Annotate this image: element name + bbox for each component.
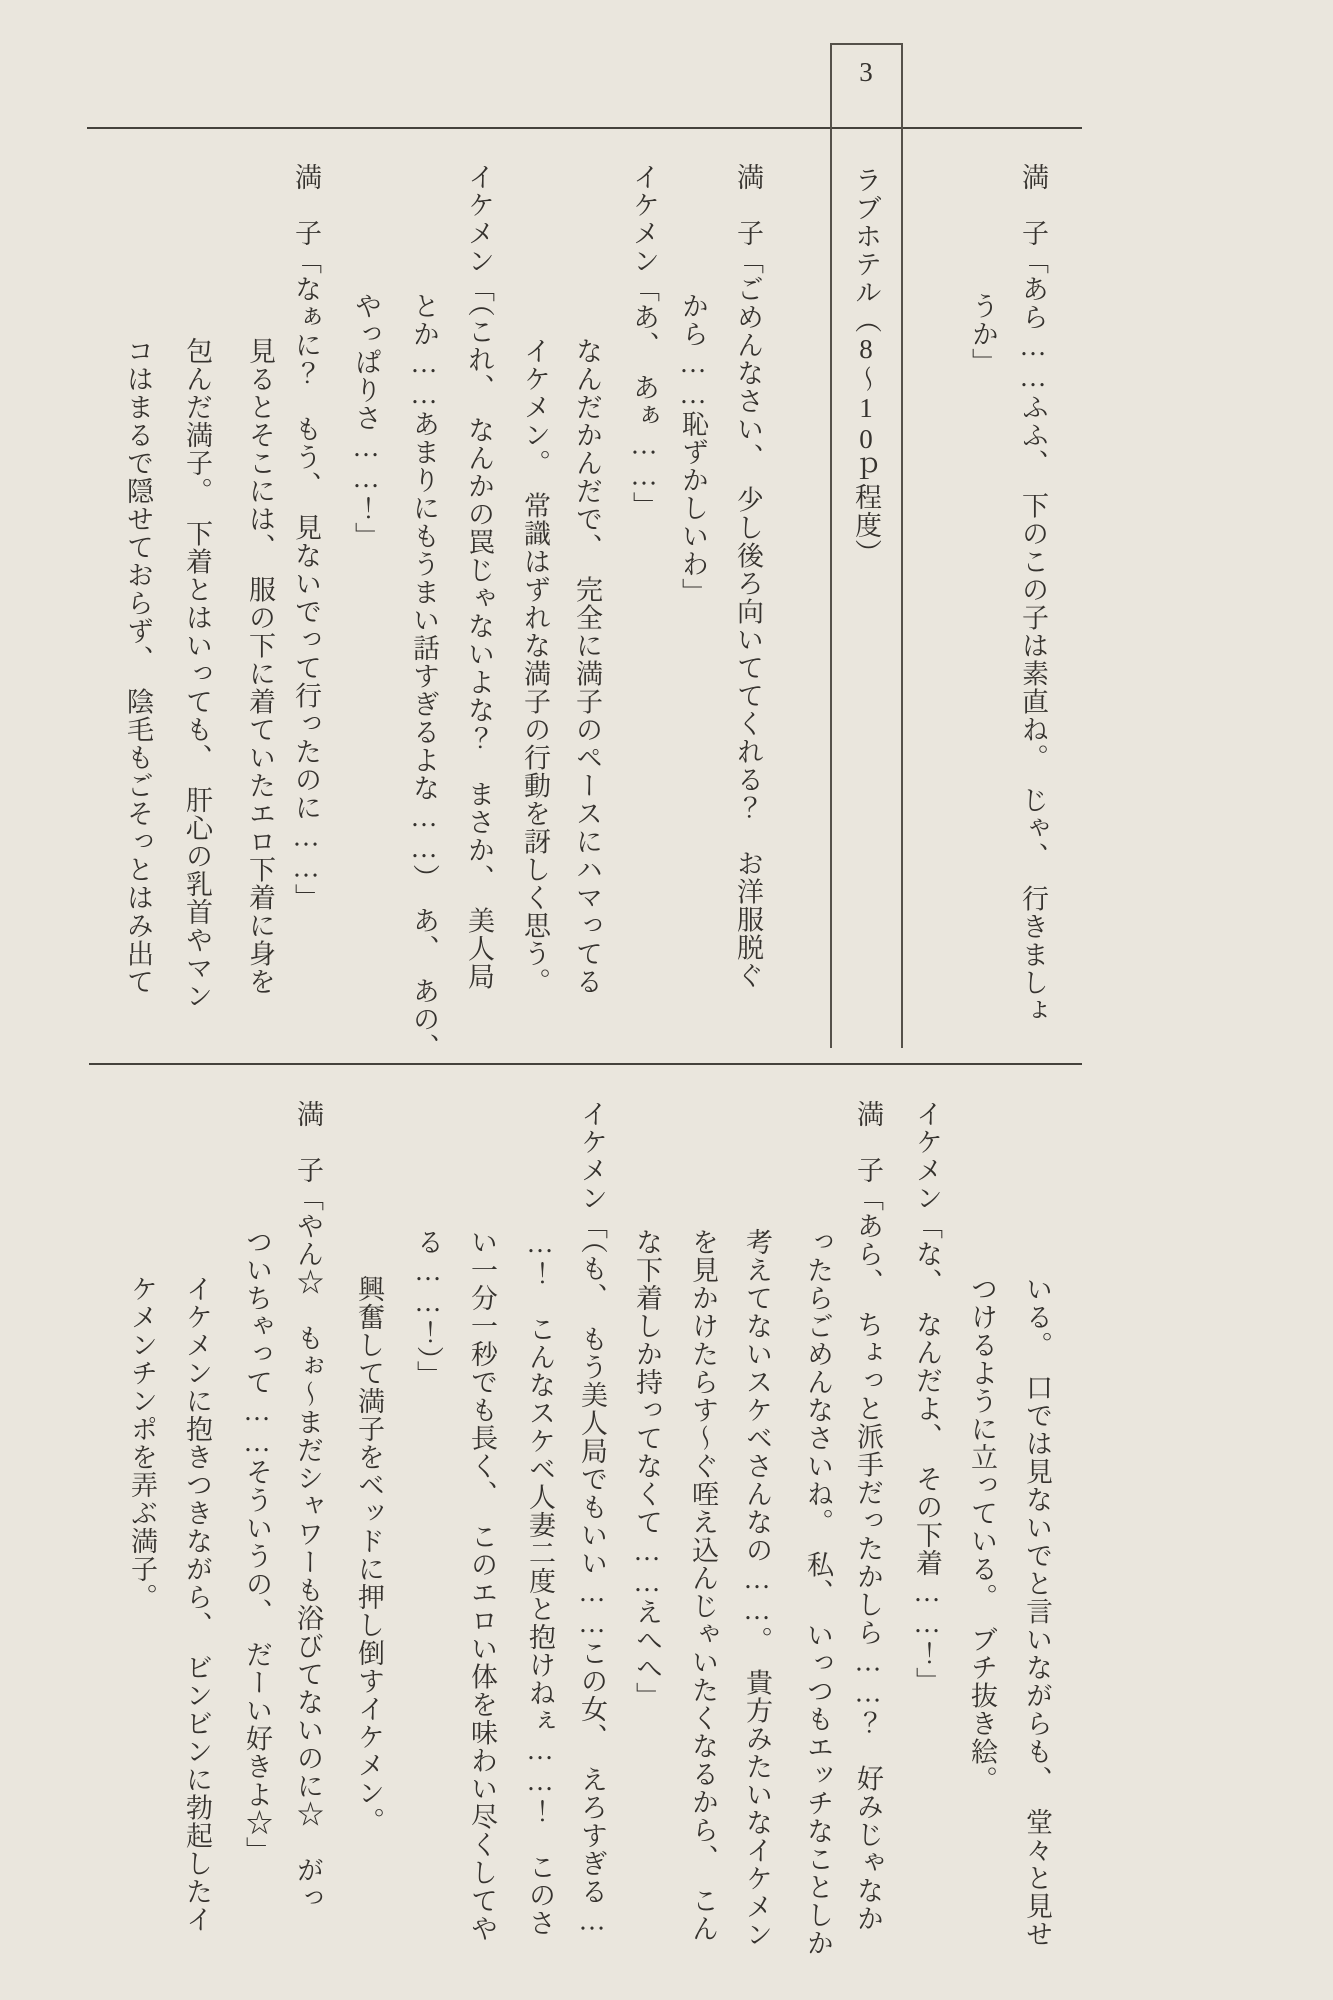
dialogue-line: 満 子「ごめんなさい、 少し後ろ向いててくれる？ お洋服脱ぐ	[733, 163, 763, 990]
narration-line: コはまるで隠せておらず、 陰毛もごそっとはみ出て	[123, 337, 153, 996]
dialogue-line: 満 子「やん☆ もぉ～まだシャワーも浴びてないのに☆ がっ	[293, 1100, 323, 1912]
top-rule	[87, 127, 1082, 129]
dialogue-continuation: る……！）」	[413, 1228, 443, 1389]
narration-line: 見るとそこには、 服の下に着ていたエロ下着に身を	[245, 337, 275, 996]
narration-line: つけるように立っている。 ブチ抜き絵。	[967, 1275, 997, 1794]
page-number-box-top	[830, 43, 903, 45]
narration-line: イケメン。 常識はずれな満子の行動を訝しく思う。	[520, 337, 550, 996]
narration-line: 興奮して満子をベッドに押し倒すイケメン。	[354, 1275, 384, 1835]
dialogue-continuation: やっぱりさ……！」	[351, 292, 381, 550]
scene-heading: ラブホテル（8～10ｐ程度）	[851, 166, 881, 567]
dialogue-line: 満 子「あら、 ちょっと派手だったかしら……？ 好みじゃなか	[853, 1100, 883, 1933]
narration-line: いる。 口では見ないでと言いながらも、 堂々と見せ	[1022, 1275, 1052, 1948]
dialogue-line: イケメン「あ、 あぁ……」	[629, 163, 659, 520]
dialogue-continuation: な下着しか持ってなくて……えへへ」	[632, 1228, 662, 1710]
dialogue-continuation: い一分一秒でも長く、 このエロい体を味わい尽くしてや	[467, 1228, 497, 1943]
dialogue-continuation: とか……あまりにもうまい話すぎるよな……） あ、 あの、	[409, 292, 439, 1061]
dialogue-continuation: うか」	[968, 292, 998, 376]
dialogue-line: 満 子「なぁに？ もう、 見ないでって行ったのに……」	[291, 163, 321, 912]
narration-line: 包んだ満子。 下着とはいっても、 肝心の乳首やマン	[182, 337, 212, 1010]
dialogue-continuation: ついちゃって……そういうの、 だーい好きよ☆」	[242, 1228, 272, 1865]
dialogue-continuation: ったらごめんなさいね。 私、 いっつもエッチなことしか	[803, 1228, 833, 1957]
section-divider-rule	[89, 1063, 1082, 1065]
dialogue-line: イケメン「（も、 もう美人局でもいい……この女、 えろすぎる…	[577, 1100, 607, 1937]
dialogue-line: イケメン「（これ、 なんかの罠じゃないよな？ まさか、 美人局	[464, 163, 494, 991]
narration-line: なんだかんだで、 完全に満子のペースにハマってる	[572, 337, 602, 996]
narration-line: ケメンチンポを弄ぶ満子。	[127, 1275, 157, 1611]
dialogue-line: 満 子「あら……ふふ、 下のこの子は素直ね。 じゃ、 行きましょ	[1018, 163, 1048, 1025]
dialogue-continuation: を見かけたらす～ぐ咥え込んじゃいたくなるから、 こん	[688, 1228, 718, 1943]
dialogue-continuation: から……恥ずかしいわ」	[678, 292, 708, 606]
dialogue-line: イケメン「な、 なんだよ、 その下着……！」	[912, 1100, 942, 1695]
dialogue-continuation: …！ こんなスケベ人妻二度と抱けねぇ……！ このさ	[525, 1228, 555, 1937]
page-number: 3	[859, 57, 873, 87]
page-number-box-left	[830, 43, 832, 1048]
dialogue-continuation: 考えてないスケベさんなの……。 貴方みたいなイケメン	[742, 1228, 772, 1949]
narration-line: イケメンに抱きつきながら、 ビンビンに勃起したイ	[182, 1275, 212, 1934]
page-number-box-right	[901, 43, 903, 1048]
